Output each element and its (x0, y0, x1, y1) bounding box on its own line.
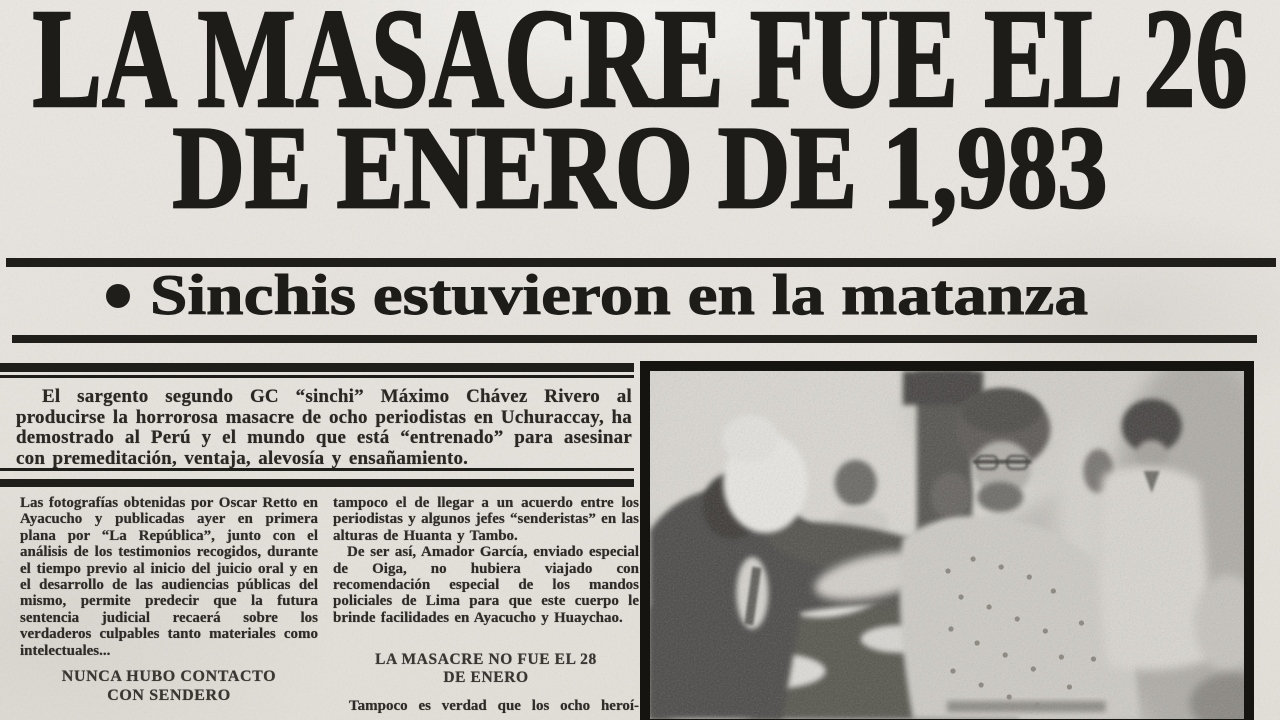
subheadline-text: Sinchis estuvieron en la matanza (150, 264, 1088, 327)
middle-column-paragraph-1: tampoco el de llegar a un acuerdo entre los periodistas y algunos jefes “senderistas” en las alturas de Huanta y Tambo. (333, 495, 639, 544)
lead-box-rule-top-thick (0, 363, 634, 372)
divider-bottom (12, 335, 1257, 343)
news-photo (640, 361, 1254, 720)
bullet-icon (106, 284, 130, 308)
left-column-subhead-line1: NUNCA HUBO CONTACTO (61, 668, 277, 685)
middle-column-subhead-line2: DE ENERO (443, 669, 529, 686)
middle-column-subhead-line1: LA MASACRE NO FUE EL 28 (375, 651, 597, 668)
left-column-paragraph: Las fotografías obtenidas por Oscar Retto en Ayacucho y publicadas ayer en primera plana por “La República”, junto con el análisis de los testimonios recogidos, durante el tiempo previo al inicio del juicio oral y en el desarrollo de las audiencias públicas del mismo, permite predecir que la futura sentencia judicial recaerá sobre los verdaderos culpables tanto materiales como intelectuales... (20, 495, 318, 659)
headline-line-2: DE ENERO DE 1,983 (172, 103, 1108, 233)
headline-line-1: LA MASACRE FUE EL 26 (32, 0, 1248, 138)
lead-box-rule-top-thin (0, 375, 634, 378)
lead-paragraph: El sargento segundo GC “sinchi” Máximo Chávez Rivero al producirse la horrorosa masacre de ocho periodistas en Uchuraccay, ha demostrado al Perú y el mundo que está “entrenado” para asesinar con premeditación, ventaja, alevosía y ensañamiento. (16, 386, 632, 469)
middle-column (333, 495, 639, 626)
lead-box-rule-bottom-thick (0, 479, 634, 487)
middle-column-paragraph-2: De ser así, Amador García, enviado especial de Oiga, no hubiera viajado con recomendación especial de los mandos policiales de Lima para que este cuerpo le brinde facilidades en Ayacucho y Huaychao. (333, 544, 639, 626)
middle-column-subhead (333, 651, 639, 687)
left-column-subhead (20, 667, 318, 705)
left-column (20, 495, 318, 659)
middle-column-paragraph-3: Tampoco es verdad que los ocho heroí- (349, 698, 639, 714)
news-photo-illustration (650, 371, 1244, 719)
left-column-subhead-line2: CON SENDERO (107, 687, 231, 704)
